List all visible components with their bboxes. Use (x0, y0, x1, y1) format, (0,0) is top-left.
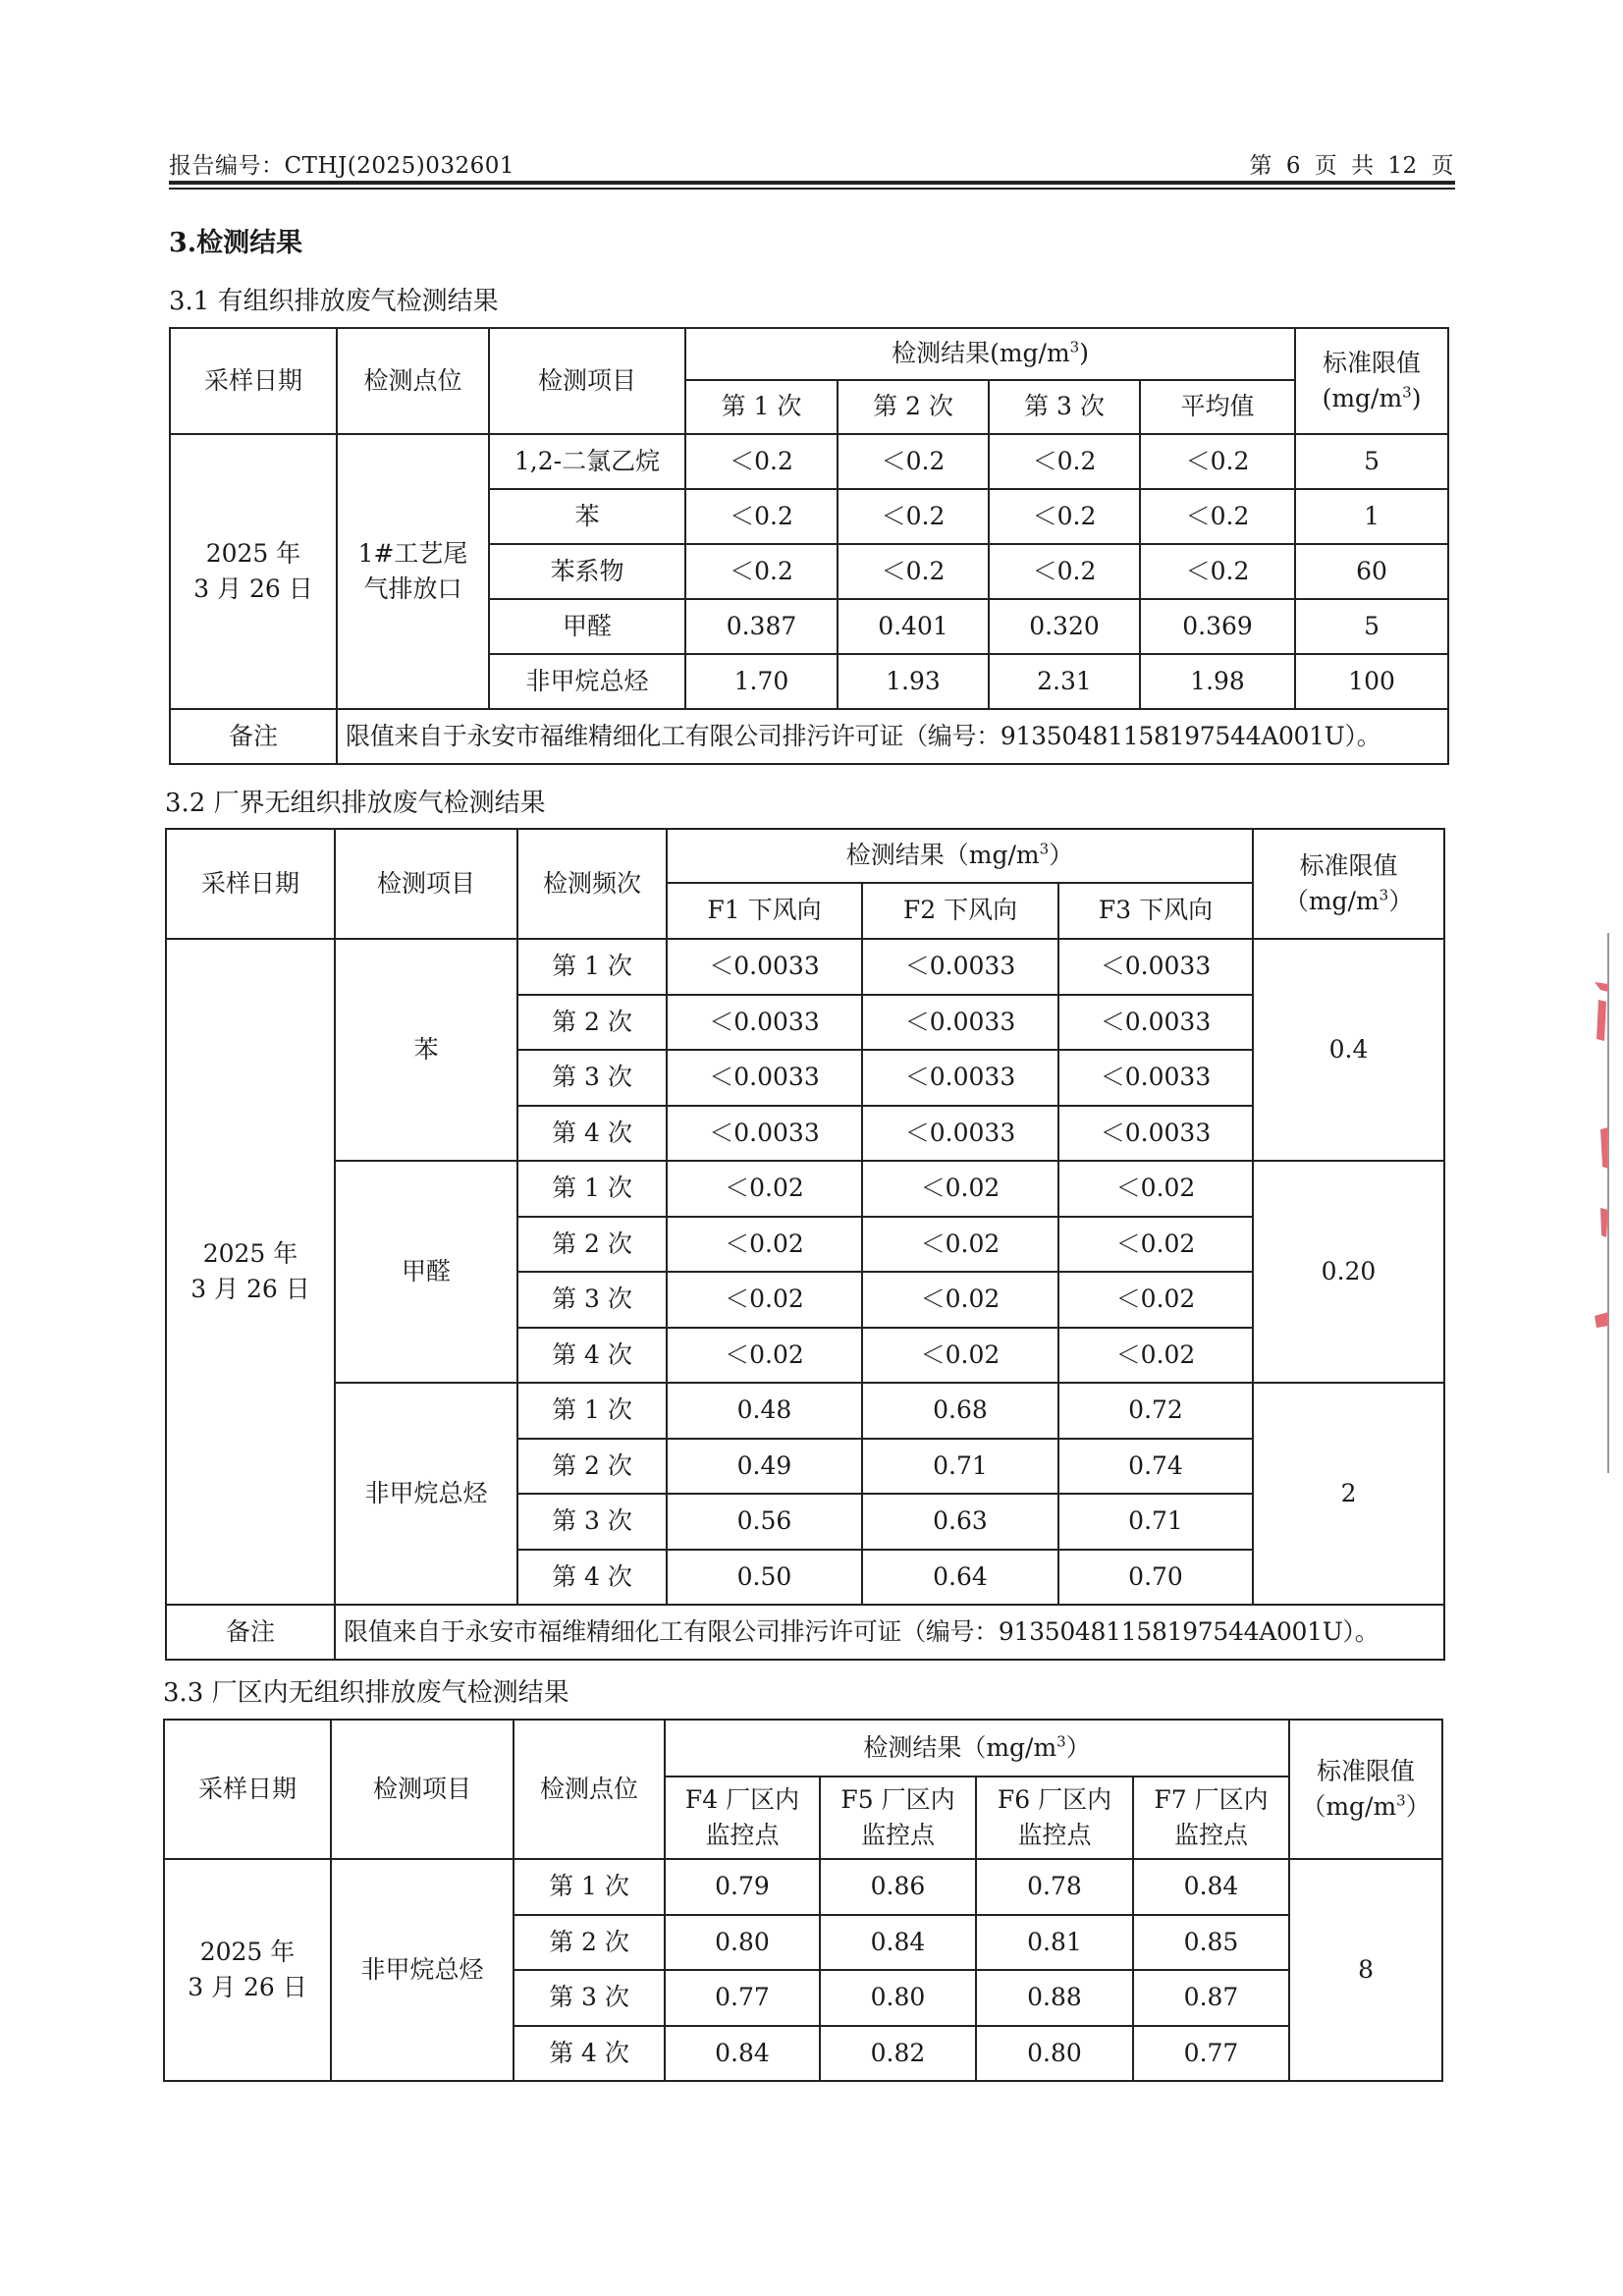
table-row (170, 434, 1448, 489)
value-cell: 0.82 (820, 2026, 976, 2082)
header-point-f2: F2 下风向 (862, 883, 1058, 939)
result-label: 检测结果（mg/m (863, 1732, 1057, 1762)
item-cell: 苯 (489, 489, 685, 544)
item-cell: 非甲烷总烃 (489, 654, 685, 709)
value-cell: ＜0.0033 (667, 1106, 862, 1162)
value-cell: ＜0.02 (1058, 1217, 1253, 1273)
point-line-2: 气排放口 (363, 574, 462, 603)
date-day: 3 月 26 日 (188, 1973, 307, 2001)
table1-organized-emission (169, 327, 1449, 765)
value-cell: 1.70 (685, 654, 838, 709)
unit-superscript: 3 (1039, 841, 1050, 859)
value-cell: ＜0.2 (838, 489, 989, 544)
value-cell: ＜0.2 (685, 544, 838, 599)
value-cell: 0.64 (862, 1550, 1058, 1606)
frequency-cell: 第 1 次 (517, 1161, 667, 1217)
item-cell: 苯系物 (489, 544, 685, 599)
unit-superscript: 3 (1056, 1732, 1066, 1751)
header-point-f3: F3 下风向 (1058, 883, 1253, 939)
header-test-item: 检测项目 (331, 1720, 514, 1859)
header-test-item: 检测项目 (335, 829, 517, 939)
header-sampling-date: 采样日期 (170, 328, 337, 434)
limit-unit-text: (mg/m (1322, 384, 1403, 412)
limit-cell: 60 (1295, 544, 1448, 599)
value-cell: 0.49 (667, 1439, 862, 1495)
seal-mark (1595, 982, 1608, 1328)
value-cell: 0.84 (1133, 1859, 1289, 1915)
header-point-f1: F1 下风向 (667, 883, 862, 939)
remark-text: 限值来自于永安市福维精细化工有限公司排污许可证（编号：91350481158197544A001U）。 (335, 1605, 1444, 1660)
date-year: 2025 年 (199, 1937, 296, 1966)
value-cell: 0.87 (1133, 1970, 1289, 2026)
value-cell: 0.74 (1058, 1439, 1253, 1495)
value-cell: 0.50 (667, 1550, 862, 1606)
value-cell: ＜0.02 (1058, 1272, 1253, 1328)
point-line-1: F7 厂区内 (1154, 1784, 1269, 1814)
point-line-1: F6 厂区内 (997, 1784, 1112, 1814)
table-row (166, 1161, 1444, 1217)
limit-cell: 0.20 (1253, 1161, 1444, 1383)
result-label: 检测结果（mg/m (845, 841, 1040, 870)
value-cell: 0.72 (1058, 1383, 1253, 1439)
report-number: 报告编号：CTHJ(2025)032601 (169, 153, 514, 179)
header-point-f5 (820, 1777, 976, 1859)
value-cell: 0.70 (1058, 1550, 1253, 1606)
header-standard-limit (1253, 829, 1444, 939)
value-cell: ＜0.0033 (862, 1106, 1058, 1162)
limit-unit-close: ） (1388, 887, 1414, 915)
limit-unit-close: ） (1405, 1792, 1431, 1821)
header-point-f7 (1133, 1777, 1289, 1859)
frequency-cell: 第 1 次 (514, 1859, 665, 1915)
value-cell: 0.84 (820, 1915, 976, 1971)
header-rule-thin (169, 188, 1455, 190)
value-cell: ＜0.0033 (1058, 995, 1253, 1051)
value-cell: ＜0.02 (667, 1272, 862, 1328)
header-average: 平均值 (1140, 380, 1295, 434)
limit-cell: 5 (1295, 434, 1448, 489)
value-cell: ＜0.02 (1058, 1328, 1253, 1384)
result-label: 检测结果(mg/m (892, 339, 1070, 368)
value-cell: 0.71 (862, 1439, 1058, 1495)
seal-fragment (1589, 982, 1608, 1355)
frequency-cell: 第 2 次 (517, 1217, 667, 1273)
average-cell: ＜0.2 (1140, 489, 1295, 544)
frequency-cell: 第 3 次 (514, 1970, 665, 2026)
limit-unit-text: （mg/m (1283, 887, 1380, 915)
remark-text: 限值来自于永安市福维精细化工有限公司排污许可证（编号：91350481158197544A001U）。 (337, 709, 1448, 764)
value-cell: ＜0.0033 (862, 939, 1058, 995)
value-cell: 0.80 (976, 2026, 1133, 2082)
limit-cell: 0.4 (1253, 939, 1444, 1161)
limit-unit-text: （mg/m (1301, 1792, 1397, 1821)
value-cell: ＜0.2 (685, 489, 838, 544)
limit-cell: 5 (1295, 599, 1448, 654)
value-cell: 0.401 (838, 599, 989, 654)
date-year: 2025 年 (205, 538, 301, 568)
table3-title: 3.3 厂区内无组织排放废气检测结果 (163, 1678, 569, 1708)
limit-unit (1290, 1789, 1441, 1825)
header-run-3: 第 3 次 (989, 380, 1140, 434)
value-cell: ＜0.2 (989, 434, 1140, 489)
item-cell: 1,2-二氯乙烷 (489, 434, 685, 489)
value-cell: 0.81 (976, 1915, 1133, 1971)
value-cell: ＜0.0033 (667, 939, 862, 995)
value-cell: ＜0.02 (1058, 1161, 1253, 1217)
result-label-close: ） (1049, 841, 1074, 870)
frequency-cell: 第 4 次 (517, 1550, 667, 1606)
frequency-cell: 第 3 次 (517, 1494, 667, 1550)
header-run-1: 第 1 次 (685, 380, 838, 434)
table1-title: 3.1 有组织排放废气检测结果 (169, 287, 499, 316)
value-cell: 0.320 (989, 599, 1140, 654)
value-cell: ＜0.0033 (1058, 939, 1253, 995)
value-cell: ＜0.0033 (862, 995, 1058, 1051)
unit-superscript: 3 (1402, 383, 1412, 402)
limit-cell: 2 (1253, 1383, 1444, 1605)
frequency-cell: 第 2 次 (514, 1915, 665, 1971)
header-point-f6 (976, 1777, 1133, 1859)
point-line-2: 监控点 (860, 1821, 935, 1849)
average-cell: ＜0.2 (1140, 544, 1295, 599)
section-title: 3.检测结果 (169, 228, 303, 258)
value-cell: 0.56 (667, 1494, 862, 1550)
header-run-2: 第 2 次 (838, 380, 989, 434)
table3-plant-fugitive-emission (163, 1719, 1443, 2082)
header-test-point: 检测点位 (337, 328, 489, 434)
frequency-cell: 第 1 次 (517, 939, 667, 995)
value-cell: ＜0.0033 (667, 1050, 862, 1106)
value-cell: 0.77 (1133, 2026, 1289, 2082)
header-test-result (685, 328, 1295, 380)
limit-cell: 8 (1289, 1859, 1442, 2081)
table-row (166, 939, 1444, 995)
value-cell: ＜0.02 (862, 1328, 1058, 1384)
header-standard-limit (1295, 328, 1448, 434)
value-cell: ＜0.2 (989, 544, 1140, 599)
header-standard-limit (1289, 1720, 1442, 1859)
value-cell: 0.79 (665, 1859, 820, 1915)
header-sampling-date: 采样日期 (164, 1720, 331, 1859)
frequency-cell: 第 1 次 (517, 1383, 667, 1439)
header-test-result (665, 1720, 1289, 1777)
point-line-2: 监控点 (705, 1821, 780, 1849)
unit-superscript: 3 (1069, 339, 1080, 357)
point-line-1: F5 厂区内 (840, 1784, 955, 1814)
item-cell: 非甲烷总烃 (331, 1859, 514, 2081)
value-cell: ＜0.2 (989, 489, 1140, 544)
value-cell: ＜0.02 (667, 1328, 862, 1384)
unit-superscript: 3 (1379, 886, 1389, 904)
limit-label: 标准限值 (1299, 850, 1398, 880)
average-cell: 0.369 (1140, 599, 1295, 654)
value-cell: ＜0.2 (685, 434, 838, 489)
item-cell: 甲醛 (489, 599, 685, 654)
point-line-2: 监控点 (1017, 1821, 1092, 1849)
value-cell: 0.84 (665, 2026, 820, 2082)
point-line-1: 1#工艺尾 (357, 538, 468, 568)
value-cell: ＜0.0033 (1058, 1050, 1253, 1106)
date-day: 3 月 26 日 (193, 574, 313, 603)
result-label-close: ) (1079, 339, 1089, 368)
item-cell: 非甲烷总烃 (335, 1383, 517, 1605)
header-test-point: 检测点位 (514, 1720, 665, 1859)
frequency-cell: 第 4 次 (514, 2026, 665, 2082)
unit-superscript: 3 (1396, 1791, 1406, 1810)
limit-unit (1296, 381, 1447, 416)
remark-row (170, 709, 1448, 764)
header-sampling-date: 采样日期 (166, 829, 335, 939)
value-cell: ＜0.0033 (862, 1050, 1058, 1106)
header-test-result (667, 829, 1253, 883)
average-cell: ＜0.2 (1140, 434, 1295, 489)
item-cell: 甲醛 (335, 1161, 517, 1383)
value-cell: ＜0.02 (667, 1161, 862, 1217)
value-cell: 0.63 (862, 1494, 1058, 1550)
result-label-close: ） (1065, 1732, 1091, 1762)
limit-unit (1254, 884, 1443, 919)
value-cell: ＜0.0033 (1058, 1106, 1253, 1162)
frequency-cell: 第 2 次 (517, 1439, 667, 1495)
point-line-2: 监控点 (1174, 1821, 1249, 1849)
value-cell: 0.77 (665, 1970, 820, 2026)
header-test-frequency: 检测频次 (517, 829, 667, 939)
frequency-cell: 第 3 次 (517, 1050, 667, 1106)
test-point-cell (337, 434, 489, 709)
point-line-1: F4 厂区内 (684, 1784, 800, 1814)
average-cell: 1.98 (1140, 654, 1295, 709)
value-cell: 0.48 (667, 1383, 862, 1439)
value-cell: 0.85 (1133, 1915, 1289, 1971)
limit-label: 标准限值 (1317, 1756, 1416, 1785)
remark-label: 备注 (166, 1605, 335, 1660)
value-cell: 0.78 (976, 1859, 1133, 1915)
sampling-date-cell (164, 1859, 331, 2081)
item-cell: 苯 (335, 939, 517, 1161)
table2-title: 3.2 厂界无组织排放废气检测结果 (165, 789, 546, 818)
frequency-cell: 第 3 次 (517, 1272, 667, 1328)
remark-label: 备注 (170, 709, 337, 764)
value-cell: 0.80 (665, 1915, 820, 1971)
value-cell: 0.71 (1058, 1494, 1253, 1550)
date-year: 2025 年 (202, 1238, 298, 1268)
remark-row (166, 1605, 1444, 1660)
page-edge-line (1607, 933, 1609, 1473)
value-cell: ＜0.2 (838, 544, 989, 599)
value-cell: ＜0.0033 (667, 995, 862, 1051)
frequency-cell: 第 4 次 (517, 1328, 667, 1384)
value-cell: 0.80 (820, 1970, 976, 2026)
limit-cell: 1 (1295, 489, 1448, 544)
value-cell: 0.86 (820, 1859, 976, 1915)
limit-label: 标准限值 (1323, 348, 1422, 377)
frequency-cell: 第 4 次 (517, 1106, 667, 1162)
value-cell: ＜0.02 (862, 1272, 1058, 1328)
value-cell: ＜0.2 (838, 434, 989, 489)
header-rule (169, 181, 1455, 185)
table2-boundary-fugitive-emission (165, 828, 1445, 1661)
value-cell: ＜0.02 (862, 1217, 1058, 1273)
page-indicator: 第 6 页 共 12 页 (1249, 153, 1454, 179)
table-row (166, 1383, 1444, 1439)
value-cell: ＜0.02 (862, 1161, 1058, 1217)
header-point-f4 (665, 1777, 820, 1859)
date-day: 3 月 26 日 (190, 1275, 310, 1303)
table-row (164, 1859, 1442, 1915)
limit-unit-close: ) (1411, 384, 1422, 412)
sampling-date-cell (170, 434, 337, 709)
sampling-date-cell (166, 939, 335, 1605)
value-cell: 2.31 (989, 654, 1140, 709)
value-cell: 1.93 (838, 654, 989, 709)
value-cell: 0.68 (862, 1383, 1058, 1439)
limit-cell: 100 (1295, 654, 1448, 709)
value-cell: ＜0.02 (667, 1217, 862, 1273)
value-cell: 0.88 (976, 1970, 1133, 2026)
frequency-cell: 第 2 次 (517, 995, 667, 1051)
header-test-item: 检测项目 (489, 328, 685, 434)
value-cell: 0.387 (685, 599, 838, 654)
